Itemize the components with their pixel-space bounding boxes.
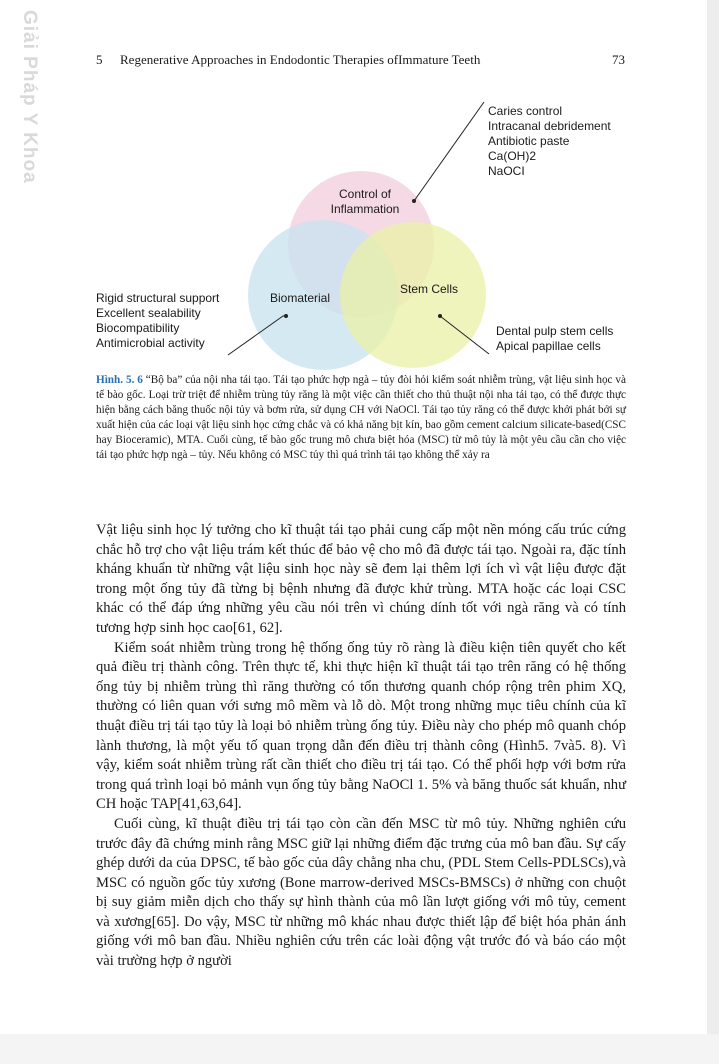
venn-figure — [0, 0, 719, 370]
leader-dot-right — [438, 314, 442, 318]
label-inflammation: Inflammation — [330, 202, 400, 216]
leader-dot-top — [412, 199, 416, 203]
leader-dot-left — [284, 314, 288, 318]
watermark: Giải Pháp Y Khoa — [19, 10, 40, 184]
paragraph: Cuối cùng, kĩ thuật điều trị tái tạo còn cần đến MSC từ mô tủy. Những nghiên cứu trước đây đã chứng minh rằng MSC giữ lại những điểm đặc trưng của mô ban đầu. Sự cấy ghép dưới da của DPSC, tế bào gốc của dây chằng nha chu, (PDL Stem Cells-PDLSCs),và MSC có nguồn gốc tủy xương (Bone marrow-derived MSCs-BMSCs) ở những con chuột bị suy giảm miễn dịch cho thấy sự hình thành của mô lần lượt giống với mô tủy, cement và xương[65]. Do vậy, MSC từ những mô khác nhau được thiết lập để biệt hóa phản ánh giống với mô ban đầu. Nhiều nghiên cứu trên các loài động vật trước đó và báo cáo một vài trường hợp ở người — [96, 815, 626, 970]
chapter-number: 5 — [96, 52, 103, 67]
body-text — [96, 521, 626, 972]
page-edge-bottom — [0, 1034, 719, 1064]
annotation-left-3: Biocompatibility — [96, 321, 180, 335]
annotation-left-4: Antimicrobial activity — [96, 336, 205, 350]
annotation-left-1: Rigid structural support — [96, 291, 220, 305]
annotation-right-2: Apical papillae cells — [496, 339, 601, 353]
figure-label: Hình. 5. 6 — [96, 374, 143, 386]
annotation-top-4: Ca(OH)2 — [488, 149, 537, 163]
caption-text: “Bộ ba” của nội nha tái tạo. Tái tạo phức hợp ngà – tủy đòi hỏi kiểm soát nhiễm trùng, vật liệu sinh học và tế bào gốc. Loại trừ triệt để nhiễm trùng tủy răng là một việc cần thiết cho thủ thuật nội nha tái tạo, có thể được thực hiện bằng cách băng thuốc nội tủy và bơm rửa, sử dụng CH với NaOCl. Tái tạo tủy răng có thể được khởi phát bởi sự xuất hiện của các loại vật liệu sinh học cứng chắc và có khả năng bịt kín, bao gồm cement calcium silicate-based(CSC hay Bioceramic), MTA. Cuối cùng, tế bào gốc trung mô chưa biệt hóa (MSC) từ mô tủy là một yêu cầu cần cho việc tái tạo phức hợp ngà – tủy. Nếu không có MSC tủy thì quá trình tái tạo không thể xảy ra — [96, 374, 626, 461]
page-number: 73 — [612, 52, 625, 67]
running-title: Regenerative Approaches in Endodontic Therapies ofImmature Teeth — [120, 52, 481, 67]
paragraph: Kiểm soát nhiễm trùng trong hệ thống ống tủy rõ ràng là điều kiện tiên quyết cho kết quả điều trị thành công. Trên thực tế, khi thực hiện kĩ thuật tái tạo trên răng có hệ thống ống tủy bị nhiễm trùng thì răng thường có tổn thương quanh chóp rộng trên phim XQ, thường có liên quan với sưng mô mềm và lỗ dò. Một trong những mục tiêu chính của kĩ thuật điều trị tái tạo tủy là loại bỏ nhiễm trùng ống tủy. Điều này cho phép mô quanh chóp lành thương, là một yếu tố quan trọng dẫn đến điều trị thành công (Hình5. 7và5. 8). Vì vậy, kiểm soát nhiễm trùng rất cần thiết cho điều trị tái tạo. Có thể phối hợp với bơm rửa trong quá trình loại bỏ mảnh vụn ống tủy bằng NaOCl 1. 5% và băng thuốc sát khuẩn, như CH hoặc TAP[41,63,64]. — [96, 639, 626, 813]
annotation-top-5: NaOCI — [488, 164, 525, 178]
paragraph: Vật liệu sinh học lý tưởng cho kĩ thuật tái tạo phải cung cấp một nền móng cấu trúc cứng chắc hỗ trợ cho vật liệu trám kết thúc để bảo vệ cho mô đã được tái tạo. Ngoài ra, đặc tính kháng khuẩn từ những vật liệu sinh học này sẽ đem lại thêm lợi ích vì vật liệu được đặt trong một ống tủy đã từng bị bệnh nhưng đã được khử trùng. MTA hoặc các loại CSC khác có thể đáp ứng những yêu cầu nói trên vì chúng dính tốt với ngà răng và có tính tương hợp sinh học cao[61, 62]. — [96, 522, 626, 636]
label-stem-cells: Stem Cells — [400, 282, 459, 296]
figure-caption — [96, 373, 626, 463]
annotation-top-2: Intracanal debridement — [488, 119, 611, 133]
leader-line-top — [414, 102, 484, 201]
annotation-right-1: Dental pulp stem cells — [496, 324, 614, 338]
label-control-of: Control of — [338, 187, 392, 201]
annotation-top-3: Antibiotic paste — [488, 134, 570, 148]
label-biomaterial: Biomaterial — [270, 291, 331, 305]
annotation-top-1: Caries control — [488, 104, 563, 118]
annotation-left-2: Excellent sealability — [96, 306, 201, 320]
